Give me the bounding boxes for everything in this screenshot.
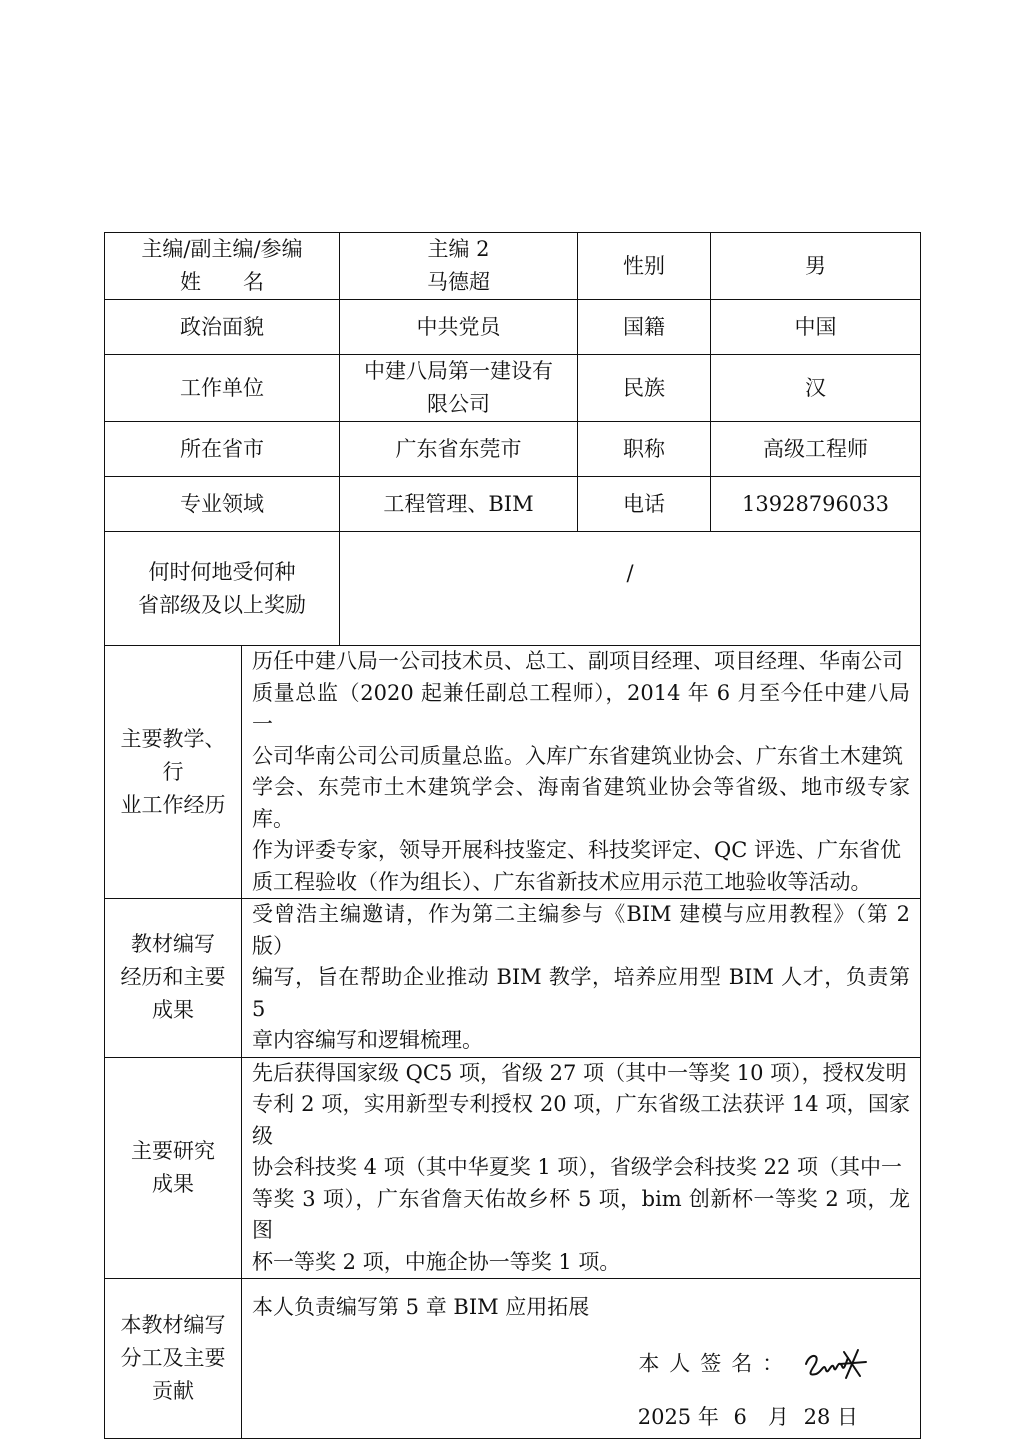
name-label: 姓 名	[180, 270, 264, 294]
contribution-label-cell	[105, 1279, 242, 1439]
info-form-table	[104, 232, 921, 1439]
contribution-cell	[242, 1279, 921, 1439]
name-label-cell	[105, 233, 340, 300]
awards-label-line2: 省部级及以上奖励	[138, 592, 306, 617]
date-year: 2025 年	[637, 1404, 719, 1429]
political-value: 中共党员	[340, 300, 578, 355]
textbook-label-line1: 教材编写	[131, 932, 215, 957]
textbook-label-line2: 经历和主要	[120, 965, 226, 990]
row-textbook	[105, 899, 921, 1058]
textbook-text	[242, 899, 921, 1058]
role-value: 主编 2	[427, 237, 490, 261]
role-label: 主编/副主编/参编	[141, 237, 303, 261]
date-month: 6 月	[733, 1404, 789, 1429]
research-label-line2: 成果	[152, 1171, 194, 1196]
textbook-label-line3: 成果	[152, 998, 194, 1023]
contribution-label-line2: 分工及主要	[120, 1346, 226, 1370]
experience-line: 质量总监（2020 起兼任副总工程师），2014 年 6 月至今任中建八局一	[252, 680, 910, 736]
row-awards	[105, 532, 921, 646]
research-line: 先后获得国家级 QC5 项，省级 27 项（其中一等奖 10 项），授权发明	[252, 1060, 907, 1085]
employer-value-line2: 限公司	[427, 392, 490, 416]
ethnicity-label: 民族	[578, 355, 711, 422]
experience-line: 公司华南公司公司质量总监。入库广东省建筑业协会、广东省土木建筑	[252, 743, 903, 768]
awards-value: /	[340, 532, 921, 646]
field-value: 工程管理、BIM	[340, 477, 578, 532]
nationality-label: 国籍	[578, 300, 711, 355]
employer-value-cell	[340, 355, 578, 422]
experience-line: 学会、东莞市土木建筑学会、海南省建筑业协会等省级、地市级专家库。	[252, 775, 910, 831]
row-contribution	[105, 1279, 921, 1439]
location-value: 广东省东莞市	[340, 422, 578, 477]
phone-label: 电话	[578, 477, 711, 532]
row-name	[105, 233, 921, 300]
gender-label: 性别	[578, 233, 711, 300]
experience-line: 历任中建八局一公司技术员、总工、副项目经理、项目经理、华南公司	[252, 649, 903, 673]
location-label: 所在省市	[105, 422, 340, 477]
title-label: 职称	[578, 422, 711, 477]
handwritten-signature	[800, 1342, 870, 1386]
research-line: 协会科技奖 4 项（其中华夏奖 1 项），省级学会科技奖 22 项（其中一	[252, 1155, 902, 1179]
political-label: 政治面貌	[105, 300, 340, 355]
experience-line: 质工程验收（作为组长）、广东省新技术应用示范工地验收等活动。	[252, 869, 872, 894]
field-label: 专业领域	[105, 477, 340, 532]
textbook-line: 章内容编写和逻辑梳理。	[252, 1028, 483, 1052]
row-political	[105, 300, 921, 355]
title-value: 高级工程师	[711, 422, 921, 477]
name-value: 马德超	[427, 270, 490, 294]
research-line: 专利 2 项，实用新型专利授权 20 项，广东省级工法获评 14 项，国家级	[252, 1092, 910, 1148]
row-experience	[105, 646, 921, 899]
signature-label: 本人签名：	[638, 1350, 794, 1375]
employer-value-line1: 中建八局第一建设有	[364, 359, 553, 383]
nationality-value: 中国	[711, 300, 921, 355]
gender-value: 男	[711, 233, 921, 300]
contribution-text: 本人负责编写第 5 章 BIM 应用拓展	[252, 1295, 590, 1319]
contribution-label-line1: 本教材编写	[120, 1313, 226, 1337]
research-text	[242, 1057, 921, 1279]
textbook-label-cell	[105, 899, 242, 1058]
signature-row	[252, 1342, 910, 1394]
row-research	[105, 1057, 921, 1279]
textbook-line: 编写，旨在帮助企业推动 BIM 教学，培养应用型 BIM 人才，负责第 5	[252, 965, 910, 1021]
contribution-label-line3: 贡献	[152, 1379, 194, 1403]
awards-label-line1: 何时何地受何种	[148, 559, 296, 584]
phone-value: 13928796033	[711, 477, 921, 532]
experience-label-line1: 主要教学、行	[120, 726, 226, 784]
experience-label-line2: 业工作经历	[120, 792, 226, 817]
date-day: 28 日	[803, 1404, 858, 1429]
research-line: 杯一等奖 2 项，中施企协一等奖 1 项。	[252, 1249, 621, 1274]
awards-label-cell	[105, 532, 340, 646]
row-employer	[105, 355, 921, 422]
row-field	[105, 477, 921, 532]
textbook-line: 受曾浩主编邀请，作为第二主编参与《BIM 建模与应用教程》（第 2 版）	[252, 902, 910, 958]
employer-label: 工作单位	[105, 355, 340, 422]
research-line: 等奖 3 项），广东省詹天佑故乡杯 5 项，bim 创新杯一等奖 2 项，龙图	[252, 1186, 910, 1242]
research-label-line1: 主要研究	[131, 1138, 215, 1163]
research-label-cell	[105, 1057, 242, 1279]
experience-label-cell	[105, 646, 242, 899]
experience-line: 作为评委专家，领导开展科技鉴定、科技奖评定、QC 评选、广东省优	[252, 838, 901, 862]
ethnicity-value: 汉	[711, 355, 921, 422]
signature-date	[252, 1402, 910, 1434]
name-value-cell	[340, 233, 578, 300]
row-location	[105, 422, 921, 477]
experience-text	[242, 646, 921, 899]
